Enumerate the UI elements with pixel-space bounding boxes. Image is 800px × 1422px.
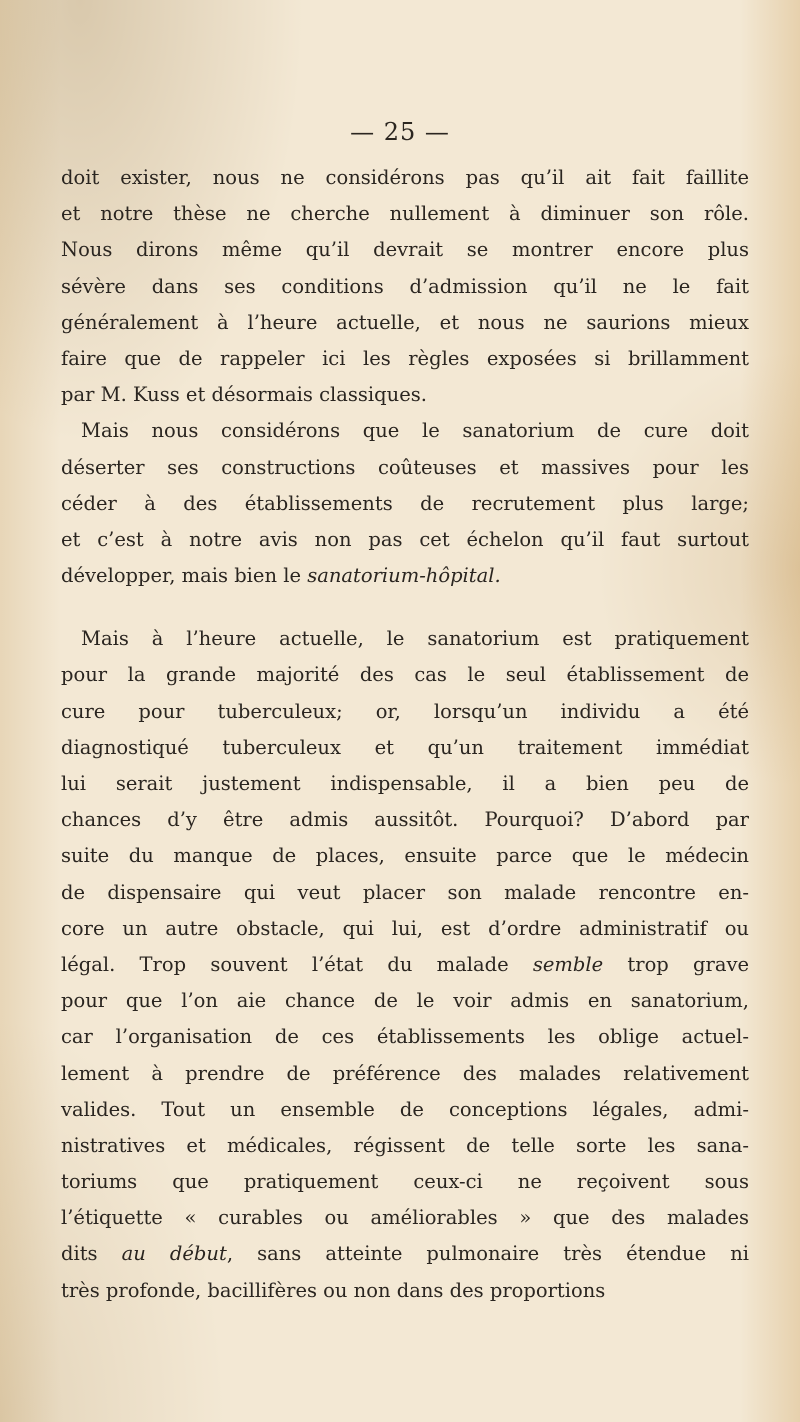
text-line: lui serait justement indispensable, il a bien peu de (61, 772, 749, 795)
text-line: et notre thèse ne cherche nullement à diminuer son rôle. (61, 202, 749, 226)
text-line (61, 1236, 749, 1272)
text-segment: dits (61, 1242, 122, 1266)
text-line: généralement à l’heure actuelle, et nous ne saurions mieux (61, 310, 749, 334)
text-line: pour que l’on aie chance de le voir admis en sanatorium, (61, 989, 749, 1013)
text-line: cure pour tuberculeux; or, lorsqu’un individu a été (61, 699, 749, 723)
text-line: faire que de rappeler ici les règles exposées si brillamment (61, 346, 749, 370)
text-line: toriums que pratiquement ceux-ci ne reçoivent sous (61, 1170, 749, 1194)
text-line: valides. Tout un ensemble de conceptions légales, admi- (61, 1097, 749, 1121)
text-line (61, 947, 749, 983)
paragraph-3 (61, 621, 749, 1309)
text-line: pour la grande majorité des cas le seul établissement de (61, 663, 749, 687)
text-line: déserter ses constructions coûteuses et massives pour les (61, 455, 749, 479)
text-line: sévère dans ses conditions d’admission qu’il ne le fait (61, 274, 749, 298)
text-line: lement à prendre de préférence des malades relativement (61, 1061, 749, 1085)
italic-term: au début (121, 1242, 227, 1266)
page-number: — 25 — (350, 118, 450, 146)
text-segment: trop grave (603, 952, 750, 976)
text-line: très profonde, bacillifères ou non dans des proportions (61, 1278, 606, 1302)
text-line: suite du manque de places, ensuite parce que le médecin (61, 844, 749, 868)
text-line: et c’est à notre avis non pas cet échelon qu’il faut surtout (61, 527, 749, 551)
paragraph-2 (61, 413, 749, 594)
text-segment: développer, mais bien le (61, 564, 308, 588)
body-text (61, 160, 749, 1309)
italic-term: sanatorium-hôpital. (307, 564, 501, 588)
text-line: Mais à l’heure actuelle, le sanatorium est pratiquement (81, 627, 749, 651)
text-line: nistratives et médicales, régissent de telle sorte les sana- (61, 1133, 749, 1157)
text-line: doit exister, nous ne considérons pas qu’il ait fait faillite (61, 166, 749, 189)
text-line: chances d’y être admis aussitôt. Pourquoi? D’abord par (61, 808, 749, 832)
paragraph-1 (61, 160, 749, 413)
text-line: céder à des établissements de recrutement plus large; (61, 491, 749, 515)
text-segment: , sans atteinte pulmonaire très étendue ni (226, 1242, 749, 1266)
text-line (61, 558, 749, 594)
text-line: diagnostiqué tuberculeux et qu’un traitement immédiat (61, 735, 749, 759)
text-line: Mais nous considérons que le sanatorium de cure doit (81, 419, 749, 443)
text-segment: légal. Trop souvent l’état du malade (61, 952, 533, 976)
text-line: l’étiquette « curables ou améliorables » que des malades (61, 1206, 749, 1230)
text-line: core un autre obstacle, qui lui, est d’ordre administratif ou (61, 916, 749, 940)
text-line: par M. Kuss et désormais classiques. (61, 383, 427, 407)
text-line: car l’organisation de ces établissements les oblige actuel- (61, 1025, 749, 1049)
text-line: Nous dirons même qu’il devrait se montrer encore plus (61, 238, 749, 262)
text-line: de dispensaire qui veut placer son malade rencontre en- (61, 880, 749, 904)
italic-term: semble (532, 952, 604, 976)
